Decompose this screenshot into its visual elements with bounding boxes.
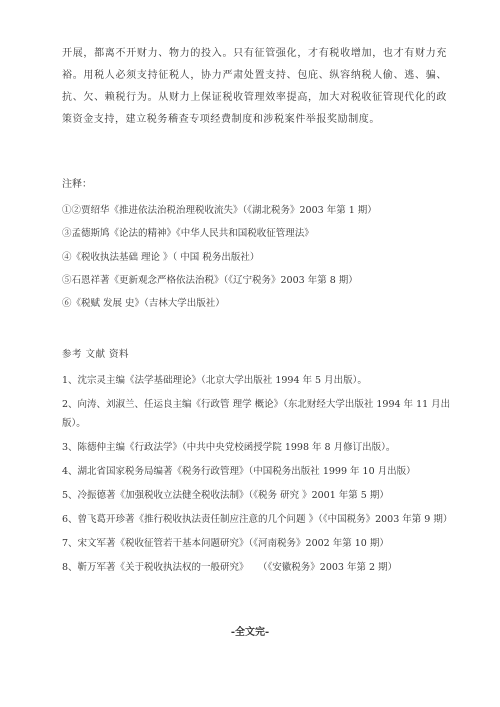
- reference-item: 1、沈宗灵主编《法学基础理论》（北京大学出版社 1994 年 5 月出版）。: [62, 375, 367, 386]
- reference-item: 3、陈德仲主编《行政法学》（中共中央党校函授学院 1998 年 8 月修订出版）。: [62, 442, 396, 453]
- reference-item: 8、靳万军著《关于税收执法权的一般研究》 （《安徽税务》2003 年第 2 期）: [62, 562, 398, 573]
- reference-item: 7、宋文军著《税收征管若干基本问题研究》（《河南税务》2002 年第 10 期）: [62, 538, 389, 549]
- note-item: ⑤石恩祥著《更新观念严格依法治税》（《辽宁税务》2003 年第 8 期）: [62, 274, 358, 286]
- references-heading: 参考 文献 资料: [62, 349, 130, 360]
- notes-list: [62, 202, 452, 318]
- reference-item: 5、冷振德著《加强税收立法健全税收法制》（《税务 研究 》2001 年第 5 期）: [62, 490, 389, 501]
- notes-heading: 注释：: [62, 179, 92, 190]
- note-item: ①②贾绍华《推进依法治税治理税收流失》（《湖北税务》2003 年第 1 期）: [62, 205, 377, 216]
- references-list: [62, 371, 452, 582]
- intro-paragraph: 开展，都离不开财力、物力的投入。只有征管强化，才有税收增加，也才有财力充裕。用税人必须支持征税人，协力严肃处置支持、包庇、纵容纳税人偷、逃、骗、抗、欠、赖税行为。从财力上保证税收管理效率提高，加大对税收征管现代化的政策资金支持，建立税务稽查专项经费制度和涉税案件举报奖励制度。: [62, 48, 447, 125]
- note-item: ④《税收执法基础 理论 》（ 中国 税务出版社）: [62, 251, 260, 263]
- reference-item: 2、向涛、刘淑兰、任运良主编《行政管 理学 概论》（东北财经大学出版社 1994 年 11 月出版）。: [62, 399, 451, 429]
- reference-item: 4、湖北省国家税务局编著《税务行政管理》（中国税务出版社 1999 年 10 月出版）: [62, 466, 416, 477]
- reference-item: 6、曾飞葛开珍著《推行税收执法责任制应注意的几个问题 》（《中国税务》2003 年第 9 期）: [62, 514, 453, 525]
- end-mark: -全文完-: [230, 627, 270, 638]
- note-item: ⑥《税赋 发展 史》（吉林大学出版社）: [62, 298, 225, 310]
- note-item: ③孟德斯鸠《论法的精神》《中华人民共和国税收征管理法》: [62, 228, 314, 240]
